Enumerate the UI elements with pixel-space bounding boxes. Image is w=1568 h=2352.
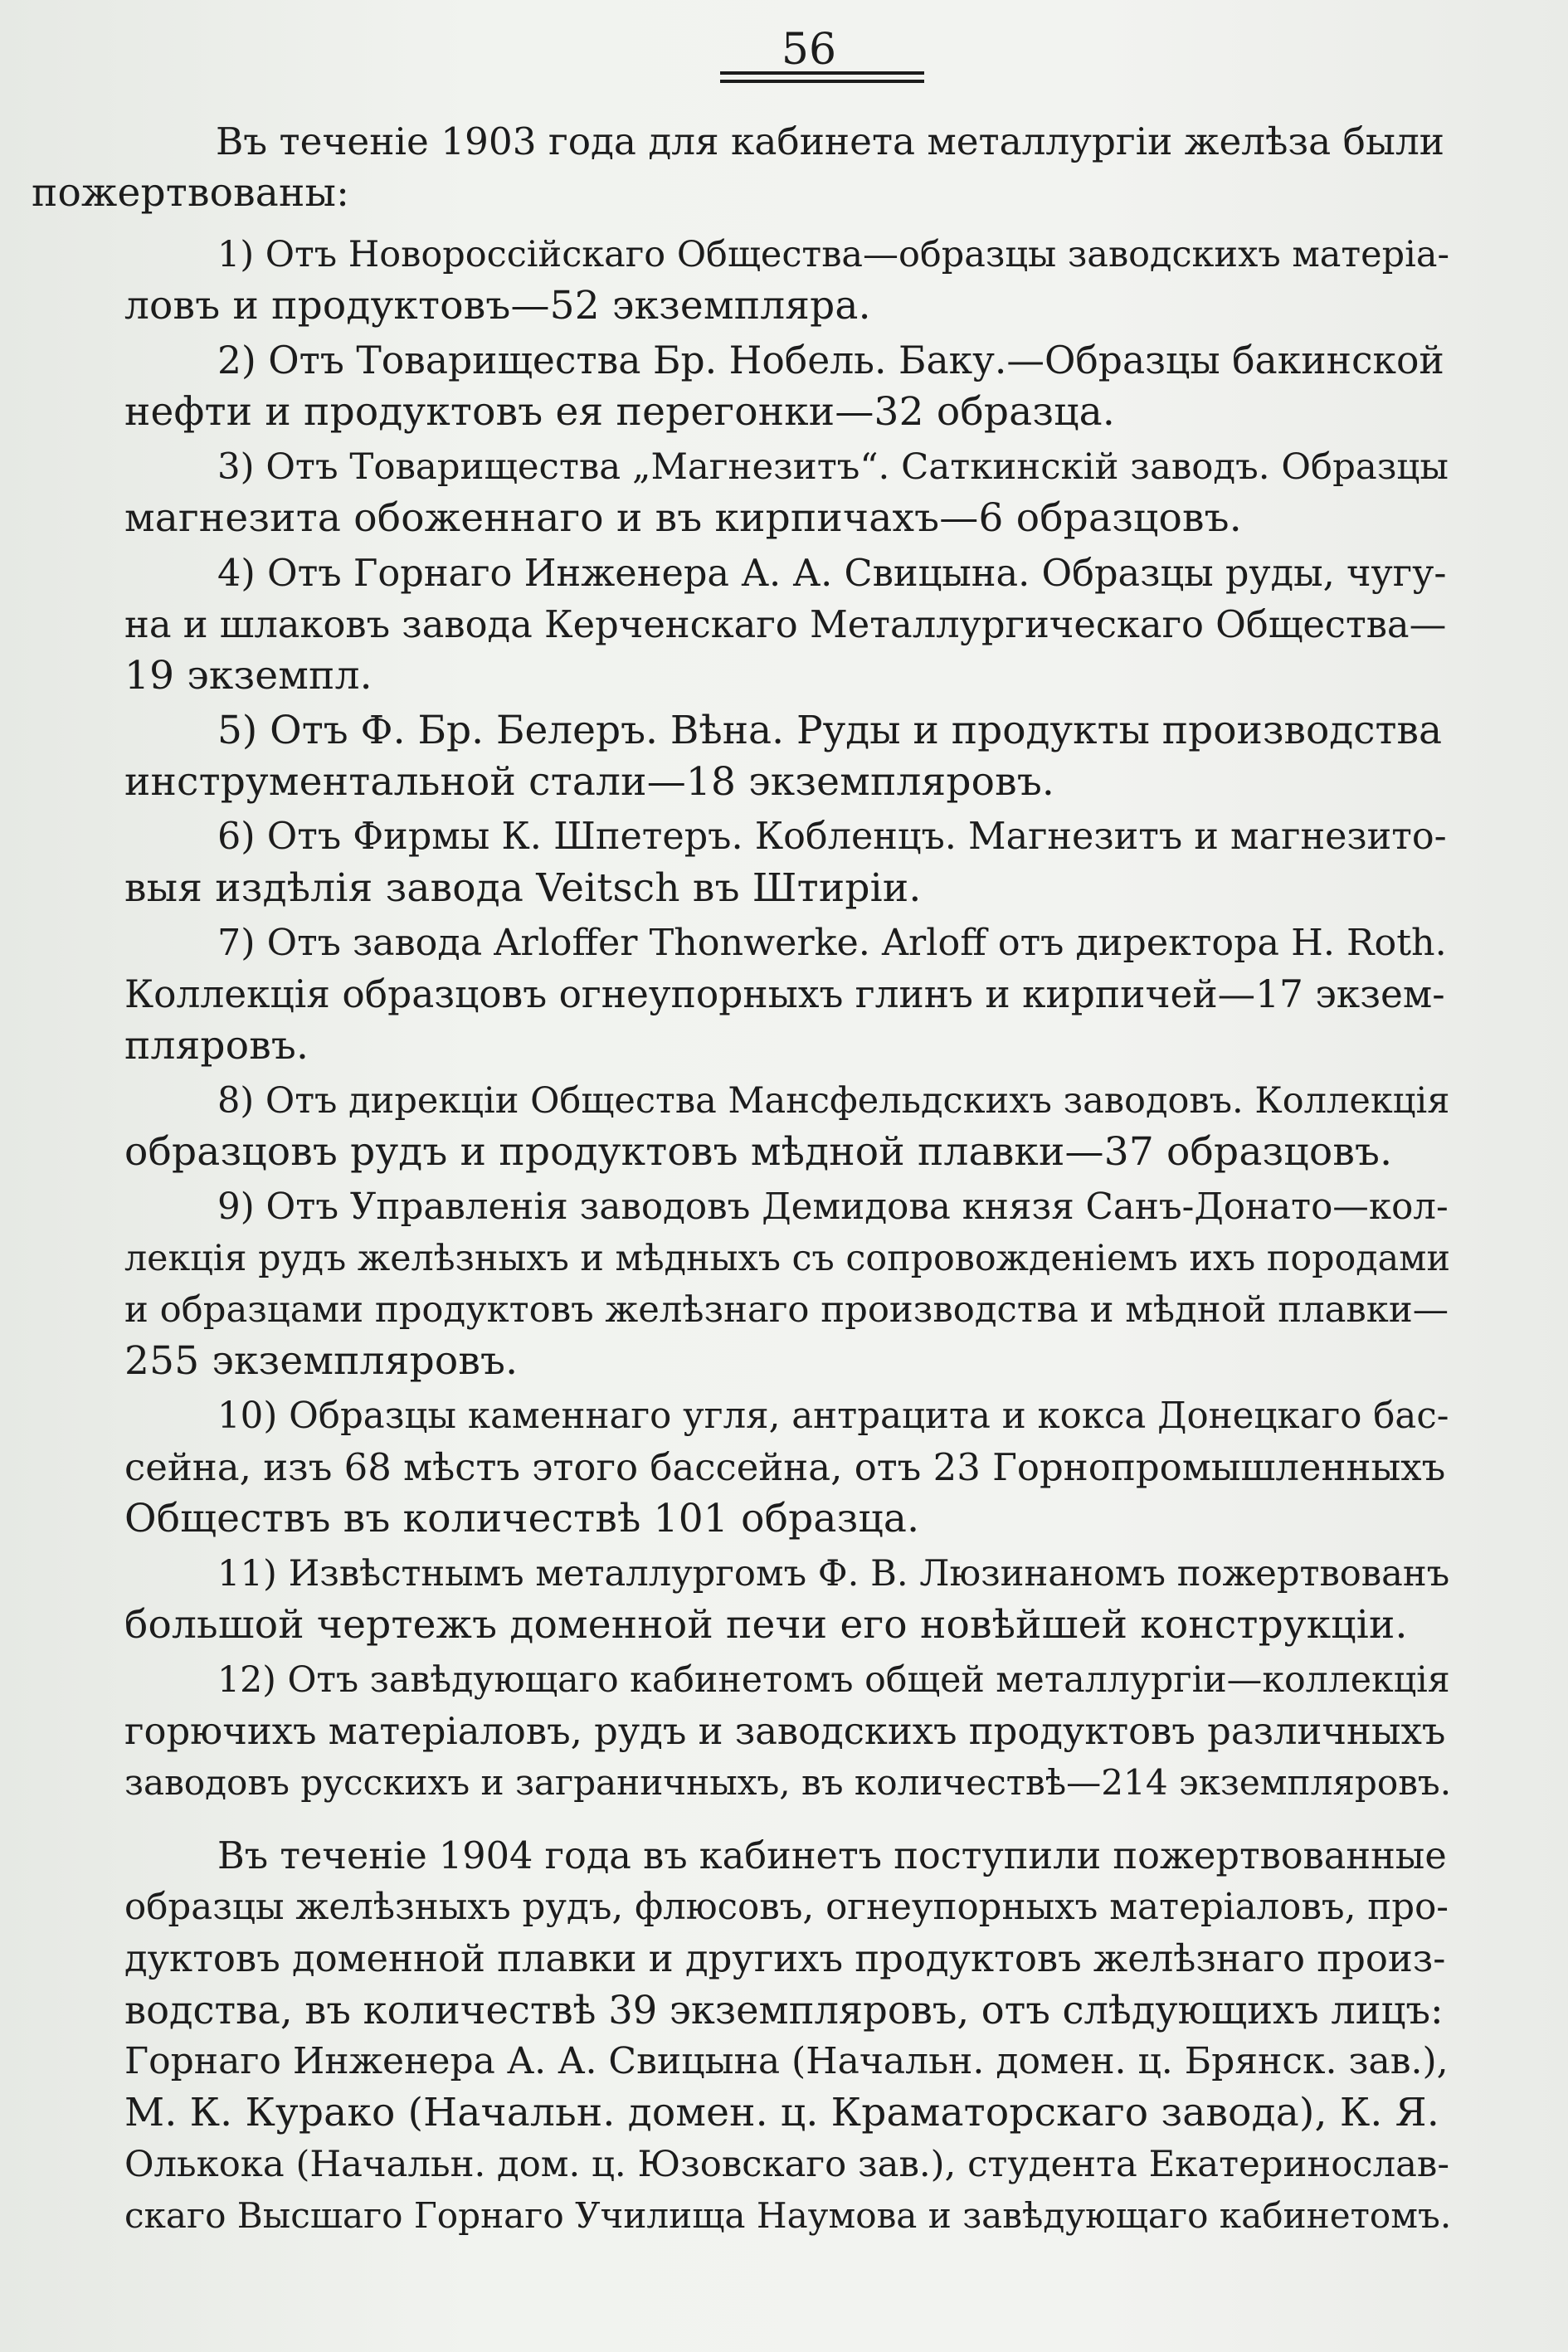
text-line: Олькока (Начальн. дом. ц. Юзовскаго зав.), студента Екатеринослав-: [124, 2144, 1449, 2185]
text-line: заводовъ русскихъ и заграничныхъ, въ количествѣ—214 экземпляровъ.: [124, 1762, 1452, 1803]
text-line: 8) Отъ дирекціи Общества Мансфельдскихъ заводовъ. Коллекція: [217, 1080, 1450, 1122]
text-line: Коллекція образцовъ огнеупорныхъ глинъ и кирпичей—17 экзем-: [124, 972, 1445, 1016]
text-line: горючихъ матеріаловъ, рудъ и заводскихъ продуктовъ различныхъ: [124, 1709, 1446, 1753]
text-line: 255 экземпляровъ.: [124, 1338, 519, 1384]
text-line: 4) Отъ Горнаго Инженера А. А. Свицына. Образцы руды, чугу-: [217, 552, 1447, 595]
text-line: инструментальной стали—18 экземпляровъ.: [124, 759, 1055, 805]
paragraph-item-11: [124, 1548, 1535, 1651]
text-line: Въ теченіе 1904 года въ кабинетъ поступили пожертвованные: [217, 1834, 1447, 1877]
paragraph-item-9: [124, 1181, 1535, 1387]
page-number: 56: [781, 25, 837, 75]
paragraph-item-6: [124, 811, 1535, 914]
paragraph-item-7: [124, 918, 1535, 1072]
text-line: нефти и продуктовъ ея перегонки—32 образца.: [124, 389, 1115, 435]
text-line: 1) Отъ Новороссійскаго Общества—образцы заводскихъ матеріа-: [217, 234, 1450, 275]
text-line: Горнаго Инженера А. А. Свицына (Начальн. домен. ц. Брянск. зав.),: [124, 2040, 1449, 2082]
text-line: Въ теченіе 1903 года для кабинета металлургіи желѣза были: [216, 119, 1444, 163]
text-line: Обществъ въ количествѣ 101 образца.: [124, 1496, 920, 1541]
text-line: выя издѣлія завода Veitsch въ Штиріи.: [124, 865, 922, 911]
paragraph-item-8: [124, 1075, 1535, 1178]
text-line: пляровъ.: [124, 1023, 309, 1069]
text-line: пожертвованы:: [32, 170, 350, 216]
text-line: М. К. Курако (Начальн. домен. ц. Краматорскаго завода), К. Я.: [124, 2090, 1439, 2135]
paragraph-item-10: [124, 1390, 1535, 1545]
text-line: 3) Отъ Товарищества „Магнезитъ“. Саткинскій заводъ. Образцы: [217, 446, 1449, 488]
paragraph-item-2: [124, 335, 1535, 438]
text-line: 6) Отъ Фирмы К. Шпетеръ. Кобленцъ. Магнезитъ и магнезито-: [217, 816, 1447, 858]
paragraph-item-12: [124, 1654, 1535, 1809]
text-line: 7) Отъ завода Arloffer Thonwerke. Arloff отъ директора H. Roth.: [217, 922, 1447, 964]
text-line: сейна, изъ 68 мѣстъ этого бассейна, отъ 23 Горнопромышленныхъ: [124, 1445, 1446, 1489]
text-line: 10) Образцы каменнаго угля, антрацита и кокса Донецкаго бас-: [217, 1395, 1449, 1437]
paragraph-intro-1904: [124, 1830, 1535, 2242]
text-line: скаго Высшаго Горнаго Училища Наумова и завѣдующаго кабинетомъ.: [124, 2195, 1452, 2236]
text-line: магнезита обоженнаго и въ кирпичахъ—6 образцовъ.: [124, 495, 1242, 541]
text-line: и образцами продуктовъ желѣзнаго производства и мѣдной плавки—: [124, 1289, 1449, 1331]
paragraph-item-1: [124, 229, 1535, 332]
text-line: 12) Отъ завѣдующаго кабинетомъ общей металлургіи—коллекція: [217, 1659, 1450, 1701]
text-line: образцы желѣзныхъ рудъ, флюсовъ, огнеупорныхъ матеріаловъ, про-: [124, 1887, 1449, 1928]
header-rule-bottom: [720, 80, 924, 83]
text-line: образцовъ рудъ и продуктовъ мѣдной плавки—37 образцовъ.: [124, 1129, 1393, 1175]
text-line: водства, въ количествѣ 39 экземпляровъ, отъ слѣдующихъ лицъ:: [124, 1988, 1444, 2033]
text-line: 9) Отъ Управленія заводовъ Демидова князя Санъ-Донато—кол-: [217, 1186, 1449, 1228]
paragraph-intro-1903: [32, 116, 1535, 219]
text-line: ловъ и продуктовъ—52 экземпляра.: [124, 283, 871, 329]
page-text: [32, 116, 1535, 2252]
text-line: 5) Отъ Ф. Бр. Белеръ. Вѣна. Руды и продукты производства: [217, 708, 1442, 753]
text-line: 19 экземпл.: [124, 653, 373, 699]
text-line: лекція рудъ желѣзныхъ и мѣдныхъ съ сопровожденіемъ ихъ породами: [124, 1238, 1450, 1279]
paragraph-item-5: [124, 705, 1535, 808]
text-line: 2) Отъ Товарищества Бр. Нобель. Баку.—Образцы бакинской: [217, 338, 1444, 382]
text-line: 11) Извѣстнымъ металлургомъ Ф. В. Люзинаномъ пожертвованъ: [217, 1553, 1450, 1595]
text-line: дуктовъ доменной плавки и другихъ продуктовъ желѣзнаго произ-: [124, 1936, 1446, 1980]
text-line: большой чертежъ доменной печи его новѣйшей конструкціи.: [124, 1602, 1408, 1648]
text-line: на и шлаковъ завода Керченскаго Металлургическаго Общества—: [124, 602, 1447, 646]
paragraph-item-4: [124, 548, 1535, 702]
header-rule-top: [720, 71, 924, 75]
paragraph-item-3: [124, 441, 1535, 544]
